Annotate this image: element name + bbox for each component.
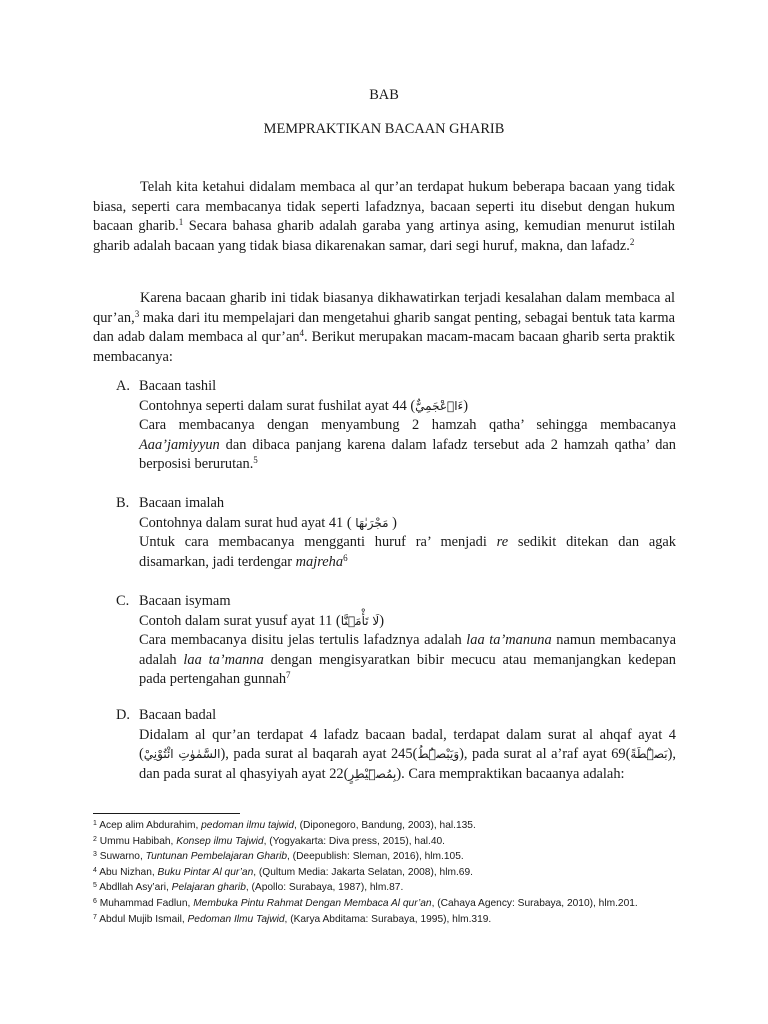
desc-text: ). Cara mempraktikan bacaanya adalah: xyxy=(396,765,625,782)
footnote-item xyxy=(93,834,673,850)
desc-text: Didalam al qur’an terdapat 4 lafadz bacaan badal, terdapat dalam surat al ahqaf ayat 4 ( xyxy=(139,726,676,763)
item-title: Bacaan imalah xyxy=(139,495,225,511)
desc-text: Untuk cara membacanya mengganti huruf ra’ menjadi xyxy=(139,534,497,551)
paragraph-text: . Berikut merupakan macam-macam bacaan gharib serta praktik membacanya: xyxy=(93,329,675,365)
list-marker: B. xyxy=(116,495,130,511)
list-marker: C. xyxy=(116,593,130,609)
item-example xyxy=(139,612,676,632)
footnote-title: pedoman ilmu tajwid xyxy=(201,820,294,831)
paragraph-text: Telah kita ketahui didalam membaca al qur’an terdapat hukum beberapa bacaan yang tidak biasa, seperti cara membacanya tidak seperti lafadznya, bacaan seperti itu disebut dengan hukum bacaan gharib. xyxy=(93,179,675,235)
footnote-author: Abdul Mujib Ismail, xyxy=(99,913,188,925)
footnote-ref: 3 xyxy=(134,308,140,319)
footnote-ref: 2 xyxy=(629,236,635,247)
arabic-text: مَجْرَىٰهَا xyxy=(355,515,389,530)
footnote-ref: 6 xyxy=(343,552,348,563)
desc-italic: majreha xyxy=(295,553,344,570)
example-text: ) xyxy=(463,397,468,414)
footnote-number: 7 xyxy=(93,913,97,921)
example-text: Contohnya seperti dalam surat fushilat ayat 44 ( xyxy=(139,397,416,414)
footnote-author: Acep alim Abdurahim, xyxy=(99,820,202,831)
footnote-ref: 4 xyxy=(299,328,305,339)
desc-text: sedikit ditekan dan agak disamarkan, jadi terdengar xyxy=(139,534,676,570)
footnote-details: , (Diponegoro, Bandung, 2003), hal.135. xyxy=(294,820,476,831)
footnote-details: , (Karya Abditama: Surabaya, 1995), hlm.319. xyxy=(284,913,492,925)
item-title: Bacaan tashil xyxy=(139,378,217,394)
footnote-author: Ummu Habibah, xyxy=(99,835,177,847)
desc-text: dan dibaca panjang karena dalam lafadz tersebut ada 2 hamzah qatha’ dan berposisi berurutan. xyxy=(139,436,676,473)
footnote-item xyxy=(93,865,673,881)
arabic-text: السَّمٰوٰتِ ائْتُوْنِيْ xyxy=(143,747,221,762)
footnote-title: Pelajaran gharib xyxy=(171,882,246,894)
example-text: ) xyxy=(379,612,385,629)
paragraph-text: maka dari itu mempelajari dan mengetahui gharib sangat penting, sebagai bentuk tata karma dan adab dalam membaca al qur’an xyxy=(93,309,675,346)
item-description xyxy=(139,416,676,475)
item-description xyxy=(139,533,676,572)
footnote-author: Abu Nizhan, xyxy=(99,866,158,878)
chapter-title: MEMPRAKTIKAN BACAAN GHARIB xyxy=(263,121,505,137)
arabic-text: لَا تَأْمَ۫نَّا xyxy=(340,613,380,628)
item-title: Bacaan isymam xyxy=(139,593,231,609)
footnote-title: Membuka Pintu Rahmat Dengan Membaca Al qur’an xyxy=(193,897,432,909)
footnote-ref: 5 xyxy=(253,455,258,466)
footnote-details: , (Yogyakarta: Diva press, 2015), hal.40. xyxy=(263,835,445,847)
example-text: Contoh dalam surat yusuf ayat 11 ( xyxy=(139,612,341,629)
footnote-number: 4 xyxy=(93,866,97,874)
desc-text: Cara membacanya disitu jelas tertulis lafadznya adalah xyxy=(139,632,467,649)
footnotes xyxy=(93,818,673,927)
arabic-text: ءَا۬عْجَمِيٌّ xyxy=(415,398,464,413)
footnote-number: 1 xyxy=(93,820,97,827)
example-text: Contohnya dalam surat hud ayat 41 ( xyxy=(139,514,356,531)
footnote-ref: 1 xyxy=(178,217,184,228)
desc-text: namun membacanya adalah xyxy=(139,632,676,668)
desc-text: ), pada surat al baqarah ayat 245( xyxy=(220,746,418,763)
desc-italic: re xyxy=(496,534,509,551)
footnote-details: , (Apollo: Surabaya, 1987), hlm.87. xyxy=(245,882,404,894)
paragraph-text: Karena bacaan gharib ini tidak biasanya dikhawatirkan terjadi kesalahan dalam membaca al qur’an, xyxy=(93,290,675,326)
footnote-item xyxy=(93,818,673,834)
arabic-text: وَيَبْصُۜطُ xyxy=(417,747,460,762)
footnote-title: Tuntunan Pembelajaran Gharib xyxy=(145,851,288,863)
desc-italic: laa ta’manna xyxy=(183,651,264,668)
example-text: ) xyxy=(388,514,397,531)
footnote-item xyxy=(93,880,673,896)
footnote-author: Suwarno, xyxy=(99,851,146,863)
footnote-item xyxy=(93,896,673,912)
desc-text: ), dan pada surat al qhasyiyah ayat 22( xyxy=(139,746,677,782)
footnote-title: Pedoman Ilmu Tajwid xyxy=(187,913,285,925)
chapter-label: BAB xyxy=(369,87,399,103)
footnote-details: , (Cahaya Agency: Surabaya, 2010), hlm.201. xyxy=(431,897,638,909)
item-example xyxy=(139,397,676,417)
item-example xyxy=(139,514,676,534)
footnote-number: 2 xyxy=(93,835,97,843)
item-description xyxy=(139,726,676,785)
footnote-title: Buku Pintar Al qur’an xyxy=(157,866,254,878)
footnote-number: 5 xyxy=(93,882,97,890)
desc-text: dengan mengisyaratkan bibir mecucu atau memanjangkan kedepan pada pertengahan gunnah xyxy=(139,651,676,688)
footnote-author: Muhammad Fadlun, xyxy=(99,897,194,909)
desc-italic: Aaa’jamiyyun xyxy=(139,436,220,453)
footnote-details: , (Qultum Media: Jakarta Selatan, 2008), hlm.69. xyxy=(253,866,473,878)
paragraph-reason xyxy=(93,289,675,367)
arabic-text: بَصْۜطَةً xyxy=(630,747,668,762)
paragraph-intro xyxy=(93,178,675,256)
item-description xyxy=(139,631,676,690)
item-title: Bacaan badal xyxy=(139,707,217,723)
footnote-number: 3 xyxy=(93,851,97,859)
footnote-details: , (Deepublish: Sleman, 2016), hlm.105. xyxy=(287,851,464,863)
footnote-number: 6 xyxy=(93,897,97,905)
footnote-author: Abdllah Asy’ari, xyxy=(99,882,172,894)
footnote-item xyxy=(93,912,673,928)
footnote-ref: 7 xyxy=(286,670,291,681)
desc-italic: laa ta’manuna xyxy=(466,632,552,649)
footnote-item xyxy=(93,849,673,865)
footnote-title: Konsep ilmu Tajwid xyxy=(176,835,264,847)
desc-text: ), pada surat al a’raf ayat 69( xyxy=(459,746,631,763)
list-marker: A. xyxy=(116,378,130,394)
list-marker: D. xyxy=(116,707,130,723)
arabic-text: بِمُصَۜيْطِرٍ xyxy=(348,766,397,781)
paragraph-text: Secara bahasa gharib adalah garaba yang artinya asing, kemudian menurut istilah gharib adalah bacaan yang tidak biasa dikarenakan samar, dari segi huruf, makna, dan lafadz. xyxy=(93,218,675,254)
desc-text: Cara membacanya dengan menyambung 2 hamzah qatha’ sehingga membacanya xyxy=(139,417,676,434)
footnote-divider xyxy=(93,813,240,814)
